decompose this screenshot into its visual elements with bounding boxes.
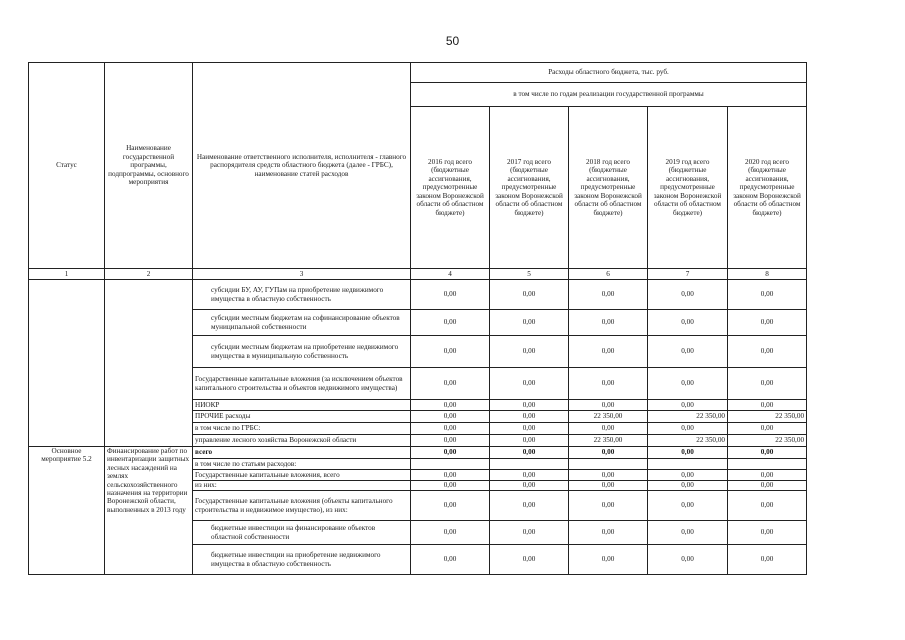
header-year-2018: 2018 год всего (бюджетные ассигнования, предусмотренные законом Воронежской области об областном бюджете) xyxy=(569,107,648,269)
row-value: 0,00 xyxy=(490,545,569,575)
col-number: 3 xyxy=(193,269,411,280)
row-value: 0,00 xyxy=(490,491,569,521)
row-value: 0,00 xyxy=(728,368,807,400)
row-label: Государственные капитальные вложения, всего xyxy=(193,470,411,481)
header-expenses: Расходы областного бюджета, тыс. руб. xyxy=(411,63,807,83)
header-year-2020: 2020 год всего (бюджетные ассигнования, предусмотренные законом Воронежской области об областном бюджете) xyxy=(728,107,807,269)
row-value: 22 350,00 xyxy=(569,411,648,423)
row-value: 0,00 xyxy=(490,470,569,481)
header-year-2016: 2016 год всего (бюджетные ассигнования, предусмотренные законом Воронежской области об областном бюджете) xyxy=(411,107,490,269)
row-value xyxy=(728,459,807,470)
row-label: всего xyxy=(193,447,411,459)
row-value xyxy=(648,459,728,470)
row-value: 0,00 xyxy=(728,447,807,459)
row-label: из них: xyxy=(193,481,411,491)
row-label: бюджетные инвестиции на финансирование объектов областной собственности xyxy=(193,521,411,545)
col-number: 2 xyxy=(105,269,193,280)
row-value: 0,00 xyxy=(490,280,569,310)
row-value: 0,00 xyxy=(648,423,728,435)
row-value: 0,00 xyxy=(411,481,490,491)
header-status: Статус xyxy=(29,63,105,269)
row-value: 0,00 xyxy=(728,545,807,575)
col-number: 5 xyxy=(490,269,569,280)
row-label: субсидии БУ, АУ, ГУПам на приобретение недвижимого имущества в областную собственность xyxy=(193,280,411,310)
row-value: 0,00 xyxy=(411,521,490,545)
row-value xyxy=(411,459,490,470)
row-value: 0,00 xyxy=(569,481,648,491)
status-cell-empty xyxy=(29,280,105,447)
row-value: 0,00 xyxy=(569,368,648,400)
col-number: 4 xyxy=(411,269,490,280)
row-label: в том числе по ГРБС: xyxy=(193,423,411,435)
row-value: 0,00 xyxy=(728,400,807,411)
row-value: 0,00 xyxy=(411,411,490,423)
row-value: 0,00 xyxy=(569,310,648,336)
row-value: 0,00 xyxy=(569,521,648,545)
row-value: 0,00 xyxy=(569,447,648,459)
row-value: 0,00 xyxy=(728,336,807,368)
row-label: в том числе по статьям расходов: xyxy=(193,459,411,470)
row-value: 0,00 xyxy=(490,400,569,411)
row-value: 0,00 xyxy=(569,545,648,575)
table-row xyxy=(29,447,807,459)
row-label: субсидии местным бюджетам на софинансирование объектов муниципальной собственности xyxy=(193,310,411,336)
row-value: 0,00 xyxy=(411,491,490,521)
header-by-years: в том числе по годам реализации государственной программы xyxy=(411,83,807,107)
page-number: 50 xyxy=(445,34,460,48)
row-value: 0,00 xyxy=(648,521,728,545)
row-value: 0,00 xyxy=(569,470,648,481)
name-cell-empty xyxy=(105,280,193,447)
col-number: 7 xyxy=(648,269,728,280)
row-label: Государственные капитальные вложения (объекты капитального строительства и недвижимое имущество), из них: xyxy=(193,491,411,521)
row-value: 0,00 xyxy=(728,280,807,310)
header-year-2019: 2019 год всего (бюджетные ассигнования, предусмотренные законом Воронежской области об областном бюджете) xyxy=(648,107,728,269)
row-label: НИОКР xyxy=(193,400,411,411)
col-number: 8 xyxy=(728,269,807,280)
row-value: 22 350,00 xyxy=(569,435,648,447)
row-value: 0,00 xyxy=(648,491,728,521)
header-responsible: Наименование ответственного исполнителя, исполнителя - главного распорядителя средств областного бюджета (далее - ГРБС), наименование статей расходов xyxy=(193,63,411,269)
row-value: 0,00 xyxy=(648,336,728,368)
row-value: 0,00 xyxy=(569,280,648,310)
row-value: 0,00 xyxy=(411,336,490,368)
row-value: 0,00 xyxy=(490,423,569,435)
row-value: 0,00 xyxy=(490,521,569,545)
row-value: 0,00 xyxy=(411,435,490,447)
row-value: 0,00 xyxy=(569,400,648,411)
budget-table xyxy=(28,62,807,575)
header-year-2017: 2017 год всего (бюджетные ассигнования, предусмотренные законом Воронежской области об областном бюджете) xyxy=(490,107,569,269)
row-value: 0,00 xyxy=(648,280,728,310)
row-value: 0,00 xyxy=(490,411,569,423)
row-label: бюджетные инвестиции на приобретение недвижимого имущества в областную собственность xyxy=(193,545,411,575)
row-value: 0,00 xyxy=(411,447,490,459)
row-value: 0,00 xyxy=(728,491,807,521)
row-value: 0,00 xyxy=(490,481,569,491)
row-value: 22 350,00 xyxy=(728,435,807,447)
row-value: 22 350,00 xyxy=(728,411,807,423)
row-value: 0,00 xyxy=(569,336,648,368)
row-value: 0,00 xyxy=(728,423,807,435)
row-value: 0,00 xyxy=(411,470,490,481)
row-value: 0,00 xyxy=(411,368,490,400)
table-row xyxy=(29,280,807,310)
row-value xyxy=(569,459,648,470)
row-value: 0,00 xyxy=(569,423,648,435)
row-value: 22 350,00 xyxy=(648,411,728,423)
row-value: 0,00 xyxy=(648,481,728,491)
row-value: 0,00 xyxy=(648,545,728,575)
row-value: 0,00 xyxy=(728,470,807,481)
section-name: Финансирование работ по инвентаризации защитных лесных насаждений на землях сельскохозяйственного назначения на территории Воронежской области, выполненных в 2013 году xyxy=(105,447,193,575)
row-value: 22 350,00 xyxy=(648,435,728,447)
row-value: 0,00 xyxy=(490,336,569,368)
row-value: 0,00 xyxy=(411,310,490,336)
header-name: Наименование государственной программы, подпрограммы, основного мероприятия xyxy=(105,63,193,269)
row-label: ПРОЧИЕ расходы xyxy=(193,411,411,423)
row-value: 0,00 xyxy=(728,521,807,545)
row-value: 0,00 xyxy=(648,310,728,336)
row-value: 0,00 xyxy=(490,447,569,459)
row-value: 0,00 xyxy=(728,481,807,491)
row-value: 0,00 xyxy=(490,435,569,447)
row-value: 0,00 xyxy=(411,400,490,411)
row-value: 0,00 xyxy=(569,491,648,521)
section-status: Основное мероприятие 5.2 xyxy=(29,447,105,575)
row-value: 0,00 xyxy=(490,368,569,400)
row-label: Государственные капитальные вложения (за исключением объектов капитального строительства и объектов недвижимого имущества) xyxy=(193,368,411,400)
col-number: 1 xyxy=(29,269,105,280)
col-number: 6 xyxy=(569,269,648,280)
row-label: субсидии местным бюджетам на приобретение недвижимого имущества в муниципальную собственность xyxy=(193,336,411,368)
row-value: 0,00 xyxy=(728,310,807,336)
row-value: 0,00 xyxy=(648,470,728,481)
row-value xyxy=(490,459,569,470)
row-value: 0,00 xyxy=(411,545,490,575)
row-value: 0,00 xyxy=(648,368,728,400)
row-value: 0,00 xyxy=(648,400,728,411)
row-value: 0,00 xyxy=(411,280,490,310)
row-label: управление лесного хозяйства Воронежской области xyxy=(193,435,411,447)
row-value: 0,00 xyxy=(490,310,569,336)
row-value: 0,00 xyxy=(411,423,490,435)
row-value: 0,00 xyxy=(648,447,728,459)
